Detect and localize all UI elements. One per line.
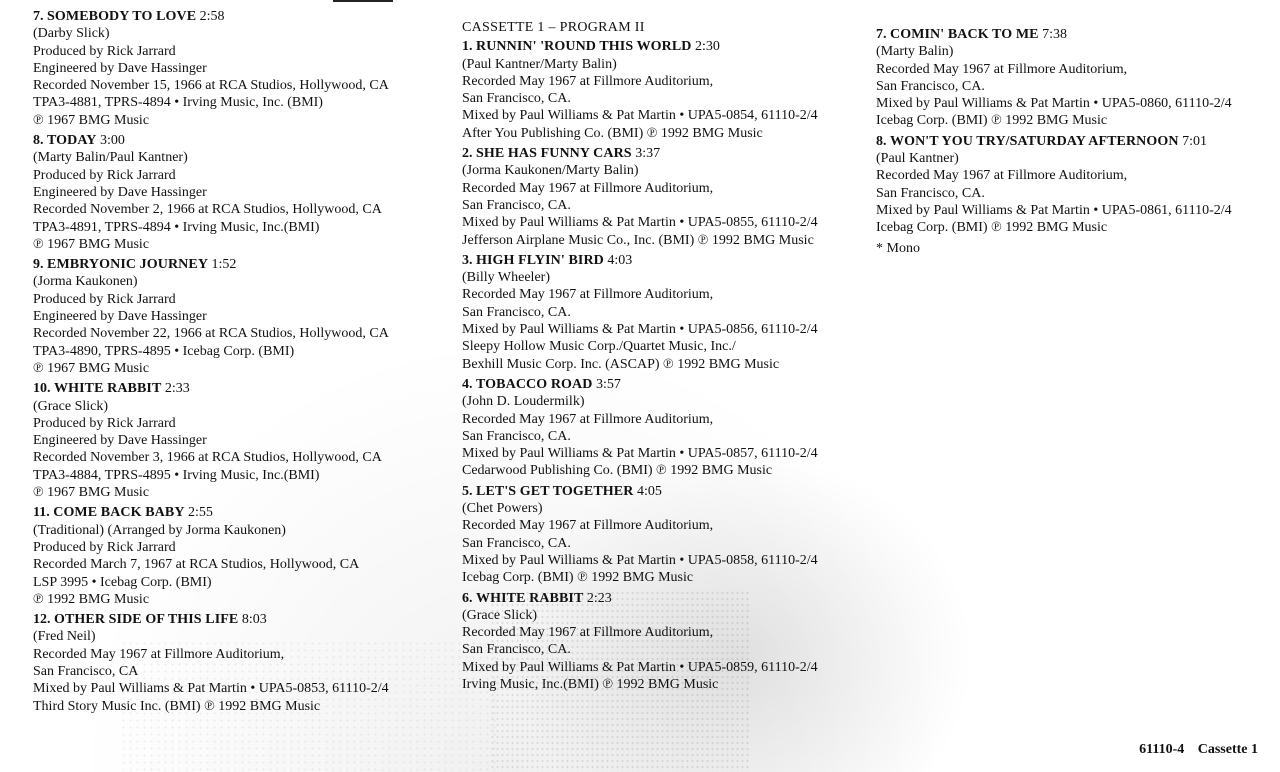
track-title: COME BACK BABY <box>53 505 185 521</box>
track-credit-line: Recorded November 3, 1966 at RCA Studios, Hollywood, CA <box>33 450 382 466</box>
track-column-1 <box>33 8 448 718</box>
track-duration: 3:00 <box>100 133 125 149</box>
track-title: HIGH FLYIN' BIRD <box>476 252 604 268</box>
track-number: 1. <box>462 39 473 55</box>
track-credit-line: Recorded May 1967 at Fillmore Auditorium, <box>33 646 285 662</box>
track-duration: 8:03 <box>241 612 267 628</box>
track-credit-line: Recorded May 1967 at Fillmore Auditorium, <box>876 61 1128 77</box>
track-credit-line: (Paul Kantner/Marty Balin) <box>462 56 617 72</box>
track-credit-line: Mixed by Paul Williams & Pat Martin • UPA5-0861, 61110-2/4 <box>876 202 1232 218</box>
track-title-row <box>462 376 872 393</box>
track-credit-line: Mixed by Paul Williams & Pat Martin • UPA5-0857, 61110-2/4 <box>462 446 818 462</box>
track-title: TOBACCO ROAD <box>476 376 593 392</box>
track-duration: 2:30 <box>695 39 720 55</box>
track-credit-line: ℗ 1967 BMG Music <box>33 360 150 376</box>
track-number: 7. <box>876 27 887 42</box>
track-credit-line: (Fred Neil) <box>33 629 96 645</box>
track-entry <box>462 252 872 373</box>
track-title-row <box>462 483 872 500</box>
track-credit-line: Irving Music, Inc.(BMI) ℗ 1992 BMG Music <box>462 676 719 692</box>
track-credit-line: ℗ 1967 BMG Music <box>33 485 150 501</box>
track-number: 11. <box>33 505 50 521</box>
track-title-row <box>33 504 448 521</box>
track-credit-line: Mixed by Paul Williams & Pat Martin • UPA5-0859, 61110-2/4 <box>462 659 818 675</box>
track-credit-line: (Marty Balin) <box>876 44 954 60</box>
track-credit-line: Icebag Corp. (BMI) ℗ 1992 BMG Music <box>876 220 1108 236</box>
track-credit-line: Cedarwood Publishing Co. (BMI) ℗ 1992 BMG Music <box>462 463 773 479</box>
program-heading: CASSETTE 1 – PROGRAM II <box>462 20 645 35</box>
track-title: RUNNIN' 'ROUND THIS WORLD <box>476 39 692 55</box>
track-duration: 3:57 <box>595 376 621 392</box>
track-duration: 4:03 <box>607 252 633 268</box>
track-credit-line: Sleepy Hollow Music Corp./Quartet Music, Inc./ <box>462 339 736 355</box>
track-entry <box>462 590 872 694</box>
track-entry <box>33 504 448 608</box>
track-credit-line: (Grace Slick) <box>462 607 538 623</box>
track-credit-line: Bexhill Music Corp. Inc. (ASCAP) ℗ 1992 BMG Music <box>462 356 780 372</box>
track-title: SOMEBODY TO LOVE <box>47 9 197 24</box>
track-column-2 <box>462 21 872 696</box>
track-title: OTHER SIDE OF THIS LIFE <box>54 612 239 628</box>
track-entry <box>462 483 872 587</box>
track-credit-line: San Francisco, CA. <box>462 91 571 107</box>
mono-note: * Mono <box>876 240 920 256</box>
track-credit-line: Recorded May 1967 at Fillmore Auditorium, <box>462 287 714 303</box>
track-title-row <box>876 26 1271 43</box>
track-credit-line: Produced by Rick Jarrard <box>33 43 176 59</box>
track-number: 2. <box>462 146 473 162</box>
track-title: WHITE RABBIT <box>54 381 162 397</box>
track-credit-line: (John D. Loudermilk) <box>462 394 585 410</box>
track-duration: 2:23 <box>586 590 612 606</box>
track-entry <box>876 133 1271 237</box>
track-credit-line: TPA3-4881, TPRS-4894 • Irving Music, Inc. (BMI) <box>33 95 323 111</box>
track-credit-line: Jefferson Airplane Music Co., Inc. (BMI) ℗ 1992 BMG Music <box>462 232 814 248</box>
track-credit-line: Recorded May 1967 at Fillmore Auditorium, <box>462 73 714 89</box>
track-credit-line: Engineered by Dave Hassinger <box>33 60 207 76</box>
track-entry <box>462 145 872 249</box>
track-number: 6. <box>462 590 473 606</box>
track-number: 3. <box>462 252 473 268</box>
track-entry <box>33 380 448 501</box>
track-credit-line: Recorded May 1967 at Fillmore Auditorium, <box>462 518 714 534</box>
track-entry <box>33 8 448 129</box>
track-credit-line: San Francisco, CA. <box>462 642 571 658</box>
track-title-row <box>462 145 872 162</box>
track-credit-line: San Francisco, CA. <box>462 197 571 213</box>
track-title: COMIN' BACK TO ME <box>890 27 1039 42</box>
track-title-row <box>462 252 872 269</box>
track-credit-line: San Francisco, CA. <box>462 535 571 551</box>
track-credit-line: Recorded March 7, 1967 at RCA Studios, Hollywood, CA <box>33 557 360 573</box>
track-number: 8. <box>876 133 887 149</box>
track-duration: 4:05 <box>636 483 662 499</box>
track-column-3 <box>876 26 1271 257</box>
track-credit-line: After You Publishing Co. (BMI) ℗ 1992 BMG Music <box>462 125 763 141</box>
track-credit-line: San Francisco, CA. <box>876 78 985 94</box>
track-duration: 2:58 <box>199 9 225 24</box>
track-credit-line: Mixed by Paul Williams & Pat Martin • UPA5-0855, 61110-2/4 <box>462 215 818 231</box>
top-edge-mark <box>333 0 393 2</box>
track-entry <box>33 132 448 253</box>
track-credit-line: (Jorma Kaukonen) <box>33 274 138 290</box>
track-title-row <box>876 133 1271 150</box>
track-credit-line: Recorded November 2, 1966 at RCA Studios, Hollywood, CA <box>33 202 382 218</box>
track-credit-line: San Francisco, CA. <box>462 304 571 320</box>
track-title-row <box>33 132 448 149</box>
catalog-footer <box>1139 742 1258 758</box>
track-title-row <box>33 256 448 273</box>
track-number: 4. <box>462 376 473 392</box>
cassette-label: Cassette 1 <box>1197 742 1258 757</box>
track-credit-line: San Francisco, CA <box>33 663 139 679</box>
track-credit-line: (Jorma Kaukonen/Marty Balin) <box>462 163 639 179</box>
track-credit-line: Mixed by Paul Williams & Pat Martin • UPA5-0854, 61110-2/4 <box>462 108 818 124</box>
track-credit-line: TPA3-4891, TPRS-4894 • Irving Music, Inc.(BMI) <box>33 219 320 235</box>
track-title: SHE HAS FUNNY CARS <box>476 146 632 162</box>
track-credit-line: (Chet Powers) <box>462 501 543 517</box>
track-credit-line: Recorded May 1967 at Fillmore Auditorium, <box>876 168 1128 184</box>
track-title-row <box>462 38 872 55</box>
track-credit-line: Mixed by Paul Williams & Pat Martin • UPA5-0858, 61110-2/4 <box>462 552 818 568</box>
track-credit-line: (Billy Wheeler) <box>462 270 550 286</box>
track-credit-line: TPA3-4884, TPRS-4895 • Irving Music, Inc.(BMI) <box>33 467 320 483</box>
track-credit-line: Recorded November 15, 1966 at RCA Studios, Hollywood, CA <box>33 78 389 94</box>
track-credit-line: (Grace Slick) <box>33 398 109 414</box>
track-entry <box>33 611 448 715</box>
track-credit-line: Third Story Music Inc. (BMI) ℗ 1992 BMG Music <box>33 698 321 714</box>
track-title-row <box>33 8 448 25</box>
track-credit-line: ℗ 1967 BMG Music <box>33 236 150 252</box>
track-number: 9. <box>33 257 44 273</box>
track-credit-line: San Francisco, CA. <box>462 428 571 444</box>
track-title: EMBRYONIC JOURNEY <box>47 257 209 273</box>
track-duration: 2:33 <box>164 381 190 397</box>
track-entry <box>876 26 1271 130</box>
track-list-2 <box>462 38 872 693</box>
track-title-row <box>33 380 448 397</box>
track-title: WON'T YOU TRY/SATURDAY AFTERNOON <box>890 133 1179 149</box>
track-credit-line: Produced by Rick Jarrard <box>33 415 176 431</box>
track-duration: 1:52 <box>211 257 237 273</box>
track-duration: 7:38 <box>1042 27 1067 42</box>
track-entry <box>462 38 872 142</box>
track-credit-line: Engineered by Dave Hassinger <box>33 433 207 449</box>
track-credit-line: (Paul Kantner) <box>876 151 959 167</box>
track-credit-line: Recorded May 1967 at Fillmore Auditorium, <box>462 411 714 427</box>
track-credit-line: Engineered by Dave Hassinger <box>33 309 207 325</box>
track-credit-line: ℗ 1992 BMG Music <box>33 591 150 607</box>
track-list-3 <box>876 26 1271 237</box>
track-credit-line: Recorded November 22, 1966 at RCA Studios, Hollywood, CA <box>33 326 389 342</box>
track-credit-line: Produced by Rick Jarrard <box>33 167 176 183</box>
track-title: TODAY <box>47 133 97 149</box>
track-credit-line: Icebag Corp. (BMI) ℗ 1992 BMG Music <box>462 570 694 586</box>
track-credit-line: Icebag Corp. (BMI) ℗ 1992 BMG Music <box>876 113 1108 129</box>
track-title-row <box>33 611 448 628</box>
track-credit-line: Mixed by Paul Williams & Pat Martin • UPA5-0856, 61110-2/4 <box>462 322 818 338</box>
catalog-number: 61110-4 <box>1139 742 1185 757</box>
track-duration: 7:01 <box>1182 133 1207 149</box>
track-credit-line: Produced by Rick Jarrard <box>33 539 176 555</box>
track-credit-line: TPA3-4890, TPRS-4895 • Icebag Corp. (BMI) <box>33 343 295 359</box>
track-credit-line: Recorded May 1967 at Fillmore Auditorium, <box>462 180 714 196</box>
track-credit-line: Produced by Rick Jarrard <box>33 291 176 307</box>
track-number: 10. <box>33 381 51 397</box>
track-entry <box>33 256 448 377</box>
track-title: WHITE RABBIT <box>476 590 584 606</box>
track-credit-line: San Francisco, CA. <box>876 185 985 201</box>
track-credit-line: Mixed by Paul Williams & Pat Martin • UPA5-0860, 61110-2/4 <box>876 96 1232 112</box>
track-credit-line: ℗ 1967 BMG Music <box>33 112 150 128</box>
track-credit-line: LSP 3995 • Icebag Corp. (BMI) <box>33 574 212 590</box>
track-credit-line: Engineered by Dave Hassinger <box>33 184 207 200</box>
track-number: 8. <box>33 133 44 149</box>
track-credit-line: (Traditional) (Arranged by Jorma Kaukonen) <box>33 522 286 538</box>
track-duration: 3:37 <box>635 146 661 162</box>
track-number: 12. <box>33 612 51 628</box>
track-credit-line: (Darby Slick) <box>33 26 110 42</box>
track-number: 5. <box>462 483 473 499</box>
track-title: LET'S GET TOGETHER <box>476 483 634 499</box>
track-credit-line: (Marty Balin/Paul Kantner) <box>33 150 188 166</box>
track-entry <box>462 376 872 480</box>
track-title-row <box>462 590 872 607</box>
track-number: 7. <box>33 9 44 24</box>
track-credit-line: Mixed by Paul Williams & Pat Martin • UPA5-0853, 61110-2/4 <box>33 681 389 697</box>
track-duration: 2:55 <box>188 505 213 521</box>
track-credit-line: Recorded May 1967 at Fillmore Auditorium, <box>462 625 714 641</box>
